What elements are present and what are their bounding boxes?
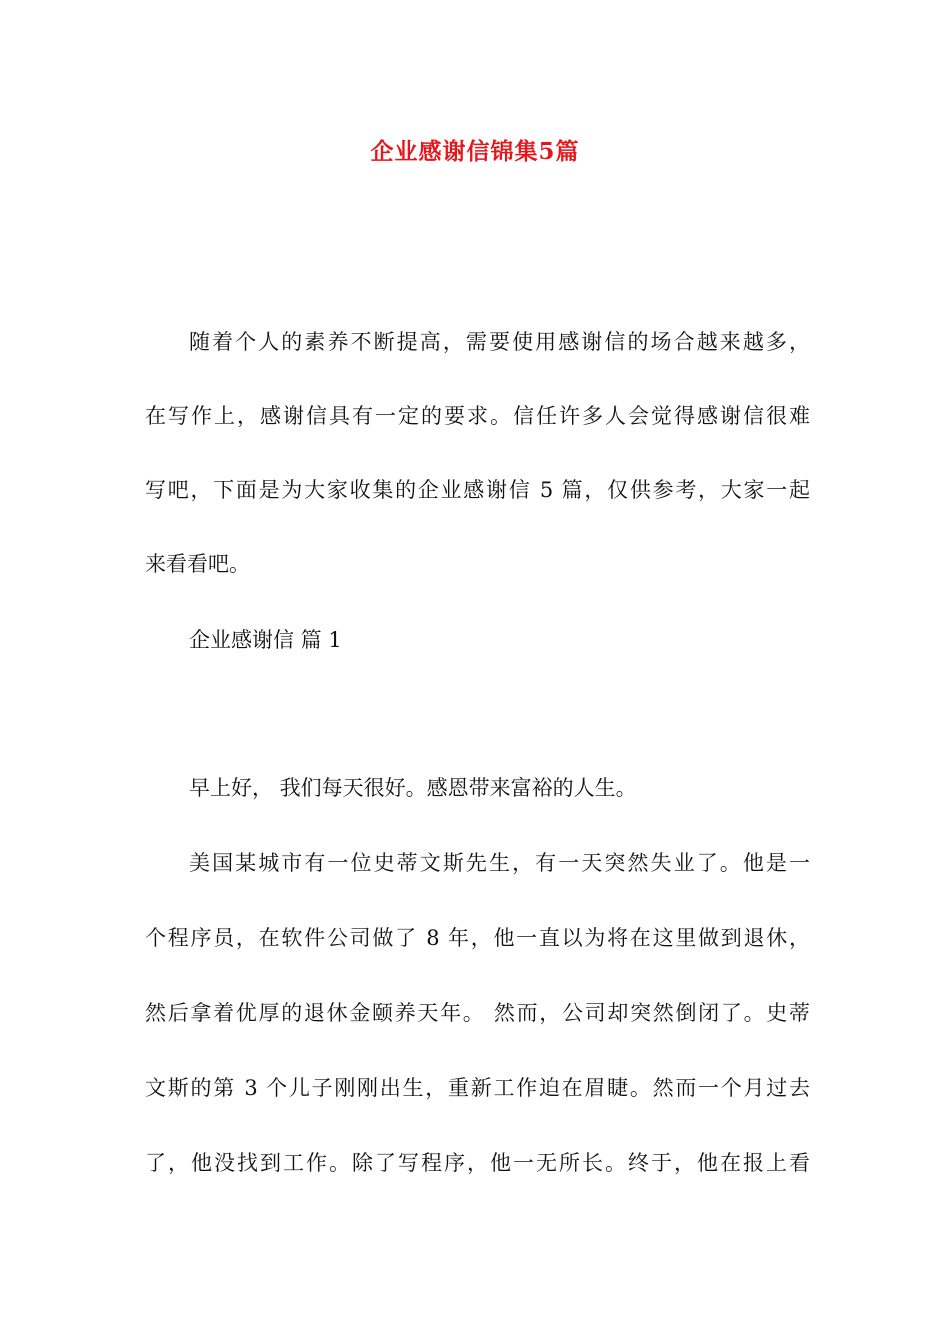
- body-line: 了，他没找到工作。除了写程序，他一无所长。终于，他在报上看: [145, 1151, 810, 1175]
- body-line: 文斯的第 3 个儿子刚刚出生，重新工作迫在眉睫。然而一个月过去: [145, 1076, 810, 1100]
- intro-line: 写吧，下面是为大家收集的企业感谢信 5 篇，仅供参考，大家一起: [145, 478, 810, 502]
- intro-line: 随着个人的素养不断提高，需要使用感谢信的场合越来越多，: [189, 330, 810, 354]
- section-heading: 企业感谢信 篇 1: [189, 628, 342, 652]
- body-line: 个程序员，在软件公司做了 8 年，他一直以为将在这里做到退休，: [145, 926, 810, 950]
- body-line: 然后拿着优厚的退休金颐养天年。 然而，公司却突然倒闭了。史蒂: [145, 1001, 810, 1025]
- greeting-paragraph: 早上好， 我们每天很好。感恩带来富裕的人生。: [189, 776, 637, 800]
- intro-line: 在写作上，感谢信具有一定的要求。信任许多人会觉得感谢信很难: [145, 404, 810, 428]
- body-line: 美国某城市有一位史蒂文斯先生，有一天突然失业了。他是一: [189, 851, 810, 875]
- document-title: 企业感谢信锦集5篇: [370, 138, 580, 165]
- intro-line: 来看看吧。: [145, 552, 250, 576]
